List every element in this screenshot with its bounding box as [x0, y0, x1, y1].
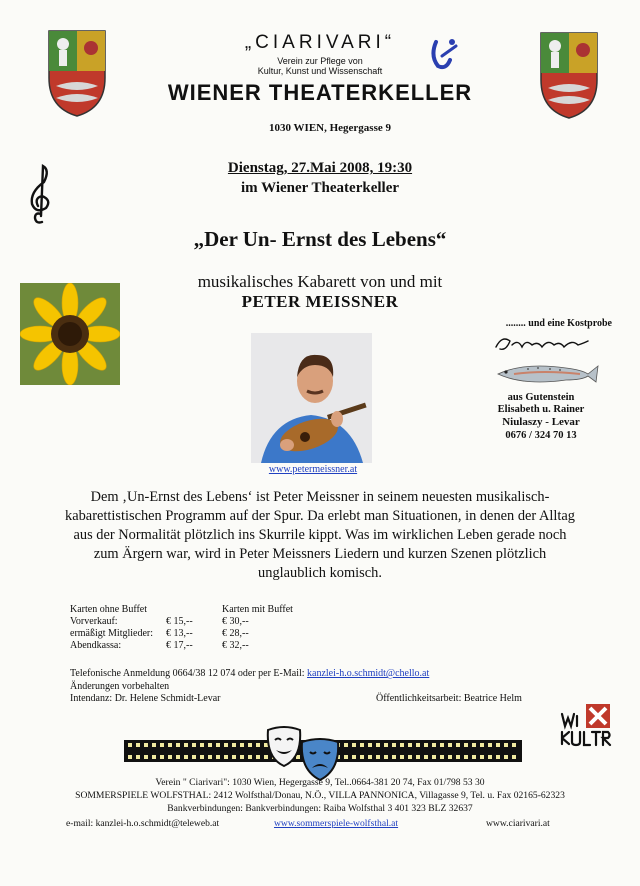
film-sprocket-hole — [376, 743, 380, 747]
price-without-buffet: € 13,-- — [166, 628, 193, 639]
film-sprocket-hole — [152, 755, 156, 759]
signature-image — [492, 331, 592, 355]
price-with-buffet: € 32,-- — [222, 640, 249, 651]
price-label: Vorverkauf: — [70, 616, 118, 627]
coat-of-arms-right — [538, 30, 600, 120]
film-sprocket-hole — [176, 755, 180, 759]
film-sprocket-hole — [256, 743, 260, 747]
film-sprocket-hole — [480, 755, 484, 759]
film-sprocket-hole — [448, 755, 452, 759]
footer-sommerspiele-line: SOMMERSPIELE WOLFSTHAL: 2412 Wolfsthal/Donau, N.Ö., VILLA PANNONICA, Villagasse 9, Tel. u. Fax 02165-62323 — [75, 790, 565, 801]
film-sprocket-hole — [144, 743, 148, 747]
film-sprocket-hole — [464, 755, 468, 759]
sidebar-location: aus Gutenstein — [507, 392, 575, 403]
sunflower-image — [20, 283, 120, 385]
program-description: Dem ‚Un-Ernst des Lebens‘ ist Peter Meissner in seinem neuesten musikalisch-kabarettistischen Programm auf der Spur. Da erlebt man Situationen, in denen der Alltag aus der Normalität plötzlich ins Skurrile kippt. Was im wirklichen Leben gerade noch zum Ärgern war, wird in Peter Meissners Liedern und kurzen Szenen plötzlich unglaublich komisch. — [65, 489, 575, 581]
public-relations-credit: Öffentlichkeitsarbeit: Beatrice Helm — [376, 693, 522, 704]
event-date: Dienstag, 27.Mai 2008, 19:30 — [227, 160, 413, 176]
film-sprocket-hole — [344, 755, 348, 759]
film-sprocket-hole — [216, 743, 220, 747]
film-sprocket-hole — [368, 755, 372, 759]
price-label: Abendkassa: — [70, 640, 122, 651]
film-sprocket-hole — [248, 743, 252, 747]
film-sprocket-hole — [440, 755, 444, 759]
price-row — [70, 616, 300, 628]
film-sprocket-hole — [344, 743, 348, 747]
film-sprocket-hole — [136, 755, 140, 759]
film-sprocket-hole — [472, 743, 476, 747]
changes-notice: Änderungen vorbehalten — [70, 681, 170, 692]
film-sprocket-hole — [136, 743, 140, 747]
price-with-buffet: € 30,-- — [222, 616, 249, 627]
price-header-row — [70, 604, 300, 616]
film-sprocket-hole — [448, 743, 452, 747]
film-sprocket-hole — [496, 755, 500, 759]
film-sprocket-hole — [128, 755, 132, 759]
film-sprocket-hole — [400, 743, 404, 747]
ciarivari-logo-icon — [428, 36, 460, 72]
film-sprocket-hole — [208, 743, 212, 747]
show-title: „Der Un- Ernst des Lebens“ — [193, 227, 447, 251]
event-venue: im Wiener Theaterkeller — [240, 180, 400, 196]
film-sprocket-hole — [472, 755, 476, 759]
film-sprocket-hole — [200, 743, 204, 747]
film-sprocket-hole — [456, 755, 460, 759]
film-sprocket-hole — [432, 755, 436, 759]
film-sprocket-hole — [384, 743, 388, 747]
price-row — [70, 628, 300, 640]
film-sprocket-hole — [368, 743, 372, 747]
film-sprocket-hole — [192, 743, 196, 747]
org-subtitle-2: Kultur, Kunst und Wissenschaft — [257, 66, 383, 76]
footer-association-line: Verein " Ciarivari": 1030 Wien, Hegergasse 9, Tel..0664-381 20 74, Fax 01/798 53 30 — [155, 777, 485, 788]
org-subtitle-1: Verein zur Pflege von — [277, 56, 363, 66]
film-sprocket-hole — [224, 755, 228, 759]
price-label: ermäßigt Mitglieder: — [70, 628, 154, 639]
wien-kultur-logo — [560, 702, 612, 748]
registration-info — [70, 668, 429, 679]
price-with-buffet: € 28,-- — [222, 628, 249, 639]
footer-sommerspiele-link[interactable]: www.sommerspiele-wolfsthal.at — [274, 818, 399, 829]
film-sprocket-hole — [416, 755, 420, 759]
theater-title: WIENER THEATERKELLER — [167, 80, 473, 105]
film-sprocket-hole — [424, 743, 428, 747]
film-sprocket-hole — [168, 755, 172, 759]
film-sprocket-hole — [456, 743, 460, 747]
film-sprocket-hole — [440, 743, 444, 747]
footer-email[interactable]: e-mail: kanzlei-h.o.schmidt@teleweb.at — [66, 818, 220, 829]
film-sprocket-hole — [480, 743, 484, 747]
film-sprocket-hole — [152, 743, 156, 747]
film-sprocket-hole — [184, 755, 188, 759]
film-sprocket-hole — [216, 755, 220, 759]
registration-email-link[interactable]: kanzlei-h.o.schmidt@chello.at — [307, 668, 430, 679]
film-sprocket-hole — [512, 755, 516, 759]
film-sprocket-hole — [416, 743, 420, 747]
film-sprocket-hole — [128, 743, 132, 747]
performer-photo — [251, 333, 372, 463]
film-sprocket-hole — [232, 755, 236, 759]
film-sprocket-hole — [408, 743, 412, 747]
price-row — [70, 640, 300, 652]
film-sprocket-hole — [488, 743, 492, 747]
film-sprocket-hole — [376, 755, 380, 759]
registration-phone-text: Telefonische Anmeldung 0664/38 12 074 oder per E-Mail: — [70, 668, 305, 679]
ticket-price-table — [70, 604, 300, 652]
film-sprocket-hole — [392, 743, 396, 747]
footer-bank-line: Bankverbindungen: Bankverbindungen: Raiba Wolfsthal 3 401 323 BLZ 32637 — [167, 803, 473, 814]
sidebar-names: Elisabeth u. Rainer — [497, 404, 585, 415]
film-sprocket-hole — [408, 755, 412, 759]
price-without-buffet: € 17,-- — [166, 640, 193, 651]
film-sprocket-hole — [248, 755, 252, 759]
film-sprocket-hole — [360, 743, 364, 747]
org-name: „CIARIVARI“ — [244, 32, 396, 53]
footer-ciarivari-link[interactable]: www.ciarivari.at — [486, 818, 550, 829]
price-without-buffet: € 15,-- — [166, 616, 193, 627]
film-sprocket-hole — [512, 743, 516, 747]
film-sprocket-hole — [208, 755, 212, 759]
performer-name: PETER MEISSNER — [241, 292, 399, 311]
film-sprocket-hole — [168, 743, 172, 747]
film-sprocket-hole — [184, 743, 188, 747]
film-sprocket-hole — [192, 755, 196, 759]
film-sprocket-hole — [392, 755, 396, 759]
film-sprocket-hole — [360, 755, 364, 759]
film-sprocket-hole — [352, 743, 356, 747]
film-sprocket-hole — [240, 755, 244, 759]
kostprobe-heading: ........ und eine Kostprobe — [505, 318, 612, 329]
film-sprocket-hole — [144, 755, 148, 759]
film-sprocket-hole — [352, 755, 356, 759]
theater-address: 1030 WIEN, Hegergasse 9 — [268, 122, 391, 134]
film-sprocket-hole — [504, 755, 508, 759]
film-sprocket-hole — [504, 743, 508, 747]
price-header-without-buffet: Karten ohne Buffet — [70, 604, 148, 615]
film-sprocket-hole — [464, 743, 468, 747]
film-sprocket-hole — [400, 755, 404, 759]
film-sprocket-hole — [160, 755, 164, 759]
film-sprocket-hole — [232, 743, 236, 747]
film-sprocket-hole — [488, 755, 492, 759]
intendanz-credit: Intendanz: Dr. Helene Schmidt-Levar — [70, 693, 221, 704]
film-sprocket-hole — [496, 743, 500, 747]
film-sprocket-hole — [424, 755, 428, 759]
film-sprocket-hole — [200, 755, 204, 759]
price-header-with-buffet: Karten mit Buffet — [222, 604, 293, 615]
film-sprocket-hole — [432, 743, 436, 747]
film-sprocket-hole — [176, 743, 180, 747]
trout-image — [494, 360, 600, 388]
show-description: musikalisches Kabarett von und mit — [197, 272, 443, 291]
film-sprocket-hole — [160, 743, 164, 747]
coat-of-arms-left — [46, 28, 108, 118]
sidebar-surname: Niulaszy - Levar — [502, 416, 580, 428]
film-sprocket-hole — [256, 755, 260, 759]
film-sprocket-hole — [384, 755, 388, 759]
film-sprocket-hole — [240, 743, 244, 747]
treble-clef-icon — [24, 160, 58, 226]
film-sprocket-hole — [224, 743, 228, 747]
sidebar-phone: 0676 / 324 70 13 — [505, 430, 577, 441]
performer-website-link[interactable]: www.petermeissner.at — [268, 464, 358, 475]
